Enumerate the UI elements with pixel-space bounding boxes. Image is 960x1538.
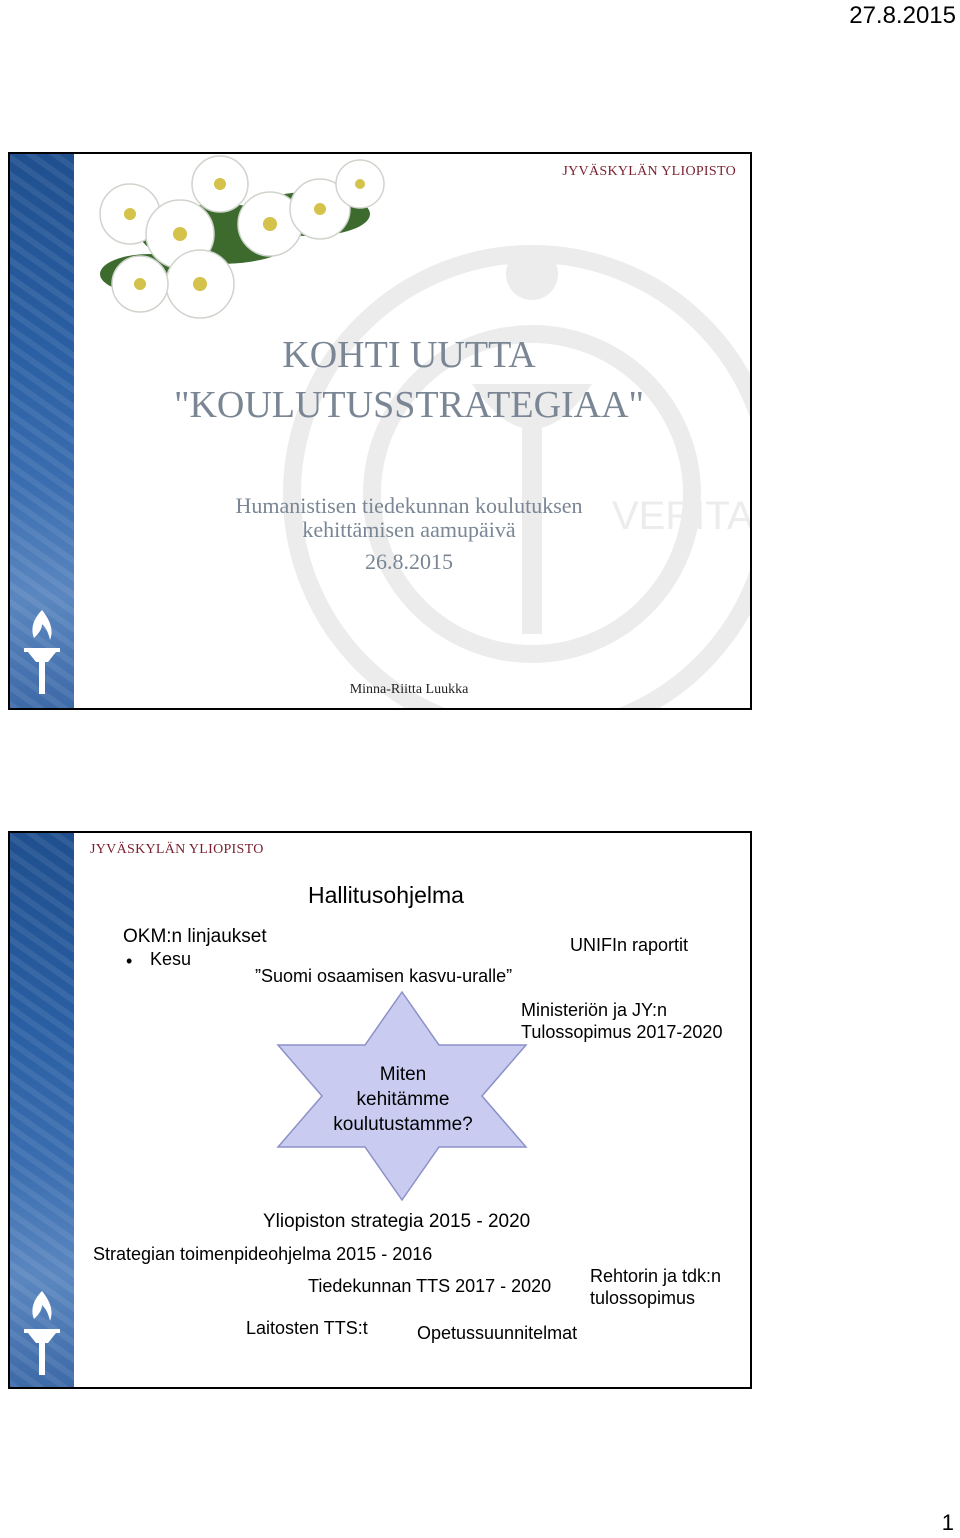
star-line-2: kehitämme xyxy=(356,1089,450,1110)
rehtorin-line-1: Rehtorin ja tdk:n xyxy=(590,1266,722,1286)
university-torch-logo xyxy=(20,1287,64,1377)
unifi-label: UNIFIn raportit xyxy=(570,935,689,955)
kesu-label: Kesu xyxy=(150,949,192,969)
page-header-date: 27.8.2015 xyxy=(849,2,956,29)
kesu-bullet: • xyxy=(126,951,133,971)
page-number: 1 xyxy=(941,1510,954,1535)
opetussuunnitelmat-label: Opetussuunnitelmat xyxy=(417,1323,578,1343)
star-line-1: Miten xyxy=(379,1064,427,1085)
star-question xyxy=(310,1062,496,1137)
university-torch-logo xyxy=(20,606,64,696)
star-line-3: koulutustamme? xyxy=(333,1114,473,1135)
hallitusohjelma-label: Hallitusohjelma xyxy=(308,882,464,908)
ministerio-line-1: Ministeriön ja JY:n xyxy=(521,1000,668,1020)
slide-title-text xyxy=(74,330,744,430)
subtitle-line-2: kehittämisen aamupäivä xyxy=(302,517,516,542)
ministerio-label xyxy=(521,999,722,1043)
slide-subtitle xyxy=(74,494,744,542)
suomi-label: ”Suomi osaamisen kasvu-uralle” xyxy=(255,966,513,986)
strategian-label: Strategian toimenpideohjelma 2015 - 2016 xyxy=(93,1244,433,1264)
slide-date: 26.8.2015 xyxy=(365,549,453,574)
apple-blossom-image xyxy=(70,154,410,334)
okm-label: OKM:n linjaukset xyxy=(123,926,267,947)
slide-title xyxy=(8,152,781,710)
rehtorin-label xyxy=(590,1265,721,1309)
slide-diagram xyxy=(8,831,752,1389)
university-name: JYVÄSKYLÄN YLIOPISTO xyxy=(562,164,736,179)
svg-text:VERITAS: VERITAS xyxy=(612,494,781,538)
rehtorin-line-2: tulossopimus xyxy=(590,1288,696,1308)
yliopiston-strategia-label: Yliopiston strategia 2015 - 2020 xyxy=(263,1211,531,1232)
title-line-2: "KOULUTUSSTRATEGIAA" xyxy=(173,384,645,426)
slide-author: Minna-Riitta Luukka xyxy=(349,682,469,697)
title-line-1: KOHTI UUTTA xyxy=(282,334,536,376)
ministerio-line-2: Tulossopimus 2017-2020 xyxy=(521,1022,723,1042)
laitosten-label: Laitosten TTS:t xyxy=(246,1318,368,1338)
subtitle-line-1: Humanistisen tiedekunnan koulutuksen xyxy=(235,493,583,518)
tiedekunnan-label: Tiedekunnan TTS 2017 - 2020 xyxy=(308,1276,552,1296)
university-name: JYVÄSKYLÄN YLIOPISTO xyxy=(90,842,264,857)
